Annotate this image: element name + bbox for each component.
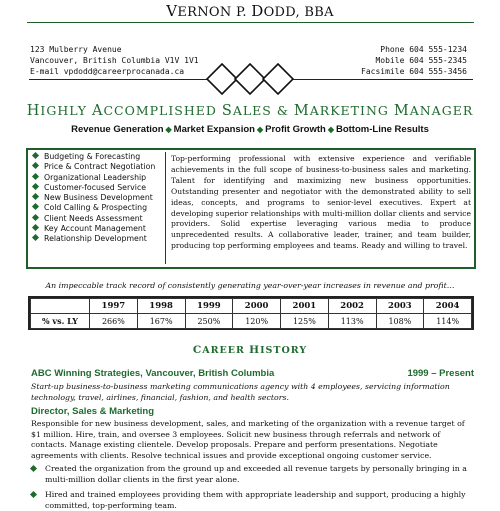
value-cell: 113% [328, 314, 376, 329]
diamond-bullet-icon [30, 491, 37, 498]
diamond-bullet-icon [32, 193, 39, 200]
skill-item: Budgeting & Forecasting [31, 152, 165, 162]
year-cell: 1998 [137, 299, 185, 314]
diamond-bullet-icon [32, 173, 39, 180]
skills-divider [165, 152, 166, 264]
diamond-bullet-icon [32, 214, 39, 221]
fax: Facsimile 604 555-3456 [361, 67, 467, 76]
track-record-caption: An impeccable track record of consistently generating year-over-year increases in revenue and profit… [45, 281, 455, 290]
employment-dates: 1999 – Present [407, 368, 474, 379]
profile-summary: Top-performing professional with extensive experience and verifiable achievements in the full scope of business-to-business sales and marketing. Talent for identifying and maximizing new business opportunities. Outstanding presenter and negotiator with the demonstrated ability to sell ideas, concepts, and programs to senior-level executives. Expert at developing superior relationships with multi-million dollar clients and service providers. Solid expertise leveraging various media to produce unprecedented results. A collaborative leader, trainer, and team builder, producing top performing employees and teams. Ready and willing to travel. [171, 154, 471, 251]
value-cell: 250% [185, 314, 233, 329]
diamond-bullet-icon [32, 152, 39, 159]
professional-headline: HIGHLY ACCOMPLISHED SALES & MARKETING MANAGER [26, 103, 474, 119]
diamond-ornament-icon [206, 63, 294, 95]
achievement-item: Created the organization from the ground up and exceeded all revenue targets by personally bringing in a multi-million dollar clients in the first year alone. [31, 464, 476, 485]
achievement-item: Hired and trained employees providing them with appropriate leadership and support, producing a highly committed, top-performing team. [31, 490, 476, 511]
contact-phones [361, 44, 467, 77]
value-cell: 266% [90, 314, 138, 329]
header-rule [27, 22, 474, 23]
company-name: ABC Winning Strategies, Vancouver, British Columbia [31, 368, 275, 379]
diamond-icon: ◆ [327, 125, 334, 134]
contact-address [30, 44, 199, 77]
growth-table [30, 298, 472, 329]
candidate-name: VERNON P. DODD, BBA [166, 2, 334, 20]
phone: Phone 604 555-1234 [380, 45, 467, 54]
email: E-mail vpdodd@careerprocanada.ca [30, 67, 185, 76]
table-corner [31, 299, 90, 314]
skill-item: Client Needs Assessment [31, 214, 165, 224]
address-line-1: 123 Mulberry Avenue [30, 45, 122, 54]
year-cell: 1999 [185, 299, 233, 314]
year-cell: 2003 [376, 299, 424, 314]
year-cell: 1997 [90, 299, 138, 314]
value-cell: 125% [281, 314, 329, 329]
skill-item: Relationship Development [31, 234, 165, 244]
skill-item: Key Account Management [31, 224, 165, 234]
skill-item: Customer-focused Service [31, 183, 165, 193]
value-cell: 167% [137, 314, 185, 329]
address-line-2: Vancouver, British Columbia V1V 1V1 [30, 56, 199, 65]
value-cell: 114% [424, 314, 472, 329]
diamond-bullet-icon [32, 183, 39, 190]
skill-item: Organizational Leadership [31, 173, 165, 183]
job-description: Responsible for new business development, sales, and marketing of the organization with a revenue target of $1 million. Hire, train, and oversee 3 employees. Solicit new business through referrals and network of contacts. Manage existing clientele. Develop proposals. Prepare and perform presentations. Negotiate agreements with clients. Resolve technical issues and provide exceptional ongoing customer service. [31, 419, 465, 460]
year-cell: 2004 [424, 299, 472, 314]
mobile: Mobile 604 555-2345 [375, 56, 467, 65]
diamond-bullet-icon [32, 203, 39, 210]
career-history-heading: CAREER HISTORY [192, 344, 308, 356]
year-cell: 2002 [328, 299, 376, 314]
year-cell: 2001 [281, 299, 329, 314]
value-cell: 120% [233, 314, 281, 329]
value-cell: 108% [376, 314, 424, 329]
diamond-icon: ◆ [165, 125, 172, 134]
diamond-bullet-icon [32, 234, 39, 241]
row-label: % vs. LY [31, 314, 90, 329]
diamond-bullet-icon [30, 465, 37, 472]
job-title: Director, Sales & Marketing [31, 406, 155, 417]
divider-right [291, 79, 473, 80]
skills-list [31, 152, 165, 245]
divider-left [29, 79, 209, 80]
year-cell: 2000 [233, 299, 281, 314]
diamond-bullet-icon [32, 224, 39, 231]
skill-item: Price & Contract Negotiation [31, 162, 165, 172]
skill-item: Cold Calling & Prospecting [31, 203, 165, 213]
company-description: Start-up business-to-business marketing communications agency with 4 employees, servicing information technology, travel, airlines, financial, fashion, and health sectors. [31, 382, 450, 402]
skill-item: New Business Development [31, 193, 165, 203]
diamond-bullet-icon [32, 162, 39, 169]
diamond-icon: ◆ [256, 125, 264, 134]
core-strengths: Revenue Generation ◆ Market Expansion ◆ Profit Growth ◆ Bottom-Line Results [71, 124, 429, 135]
